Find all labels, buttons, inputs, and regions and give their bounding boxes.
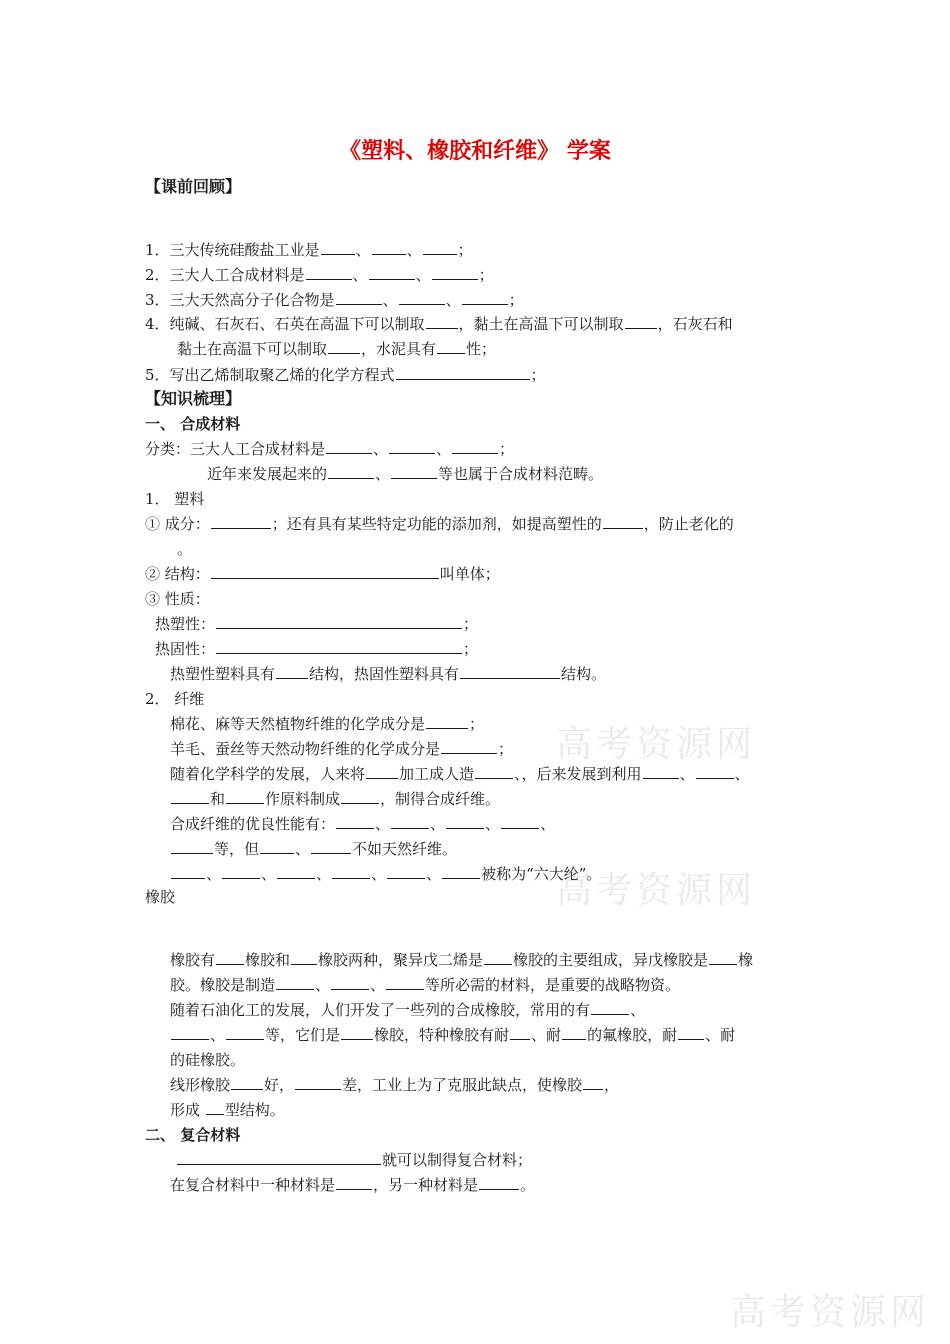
- rubber-line-6: 线形橡胶 好， 差，工业上为了克服此缺点，使橡胶 ，: [170, 1076, 620, 1094]
- review-line-4b: 黏土在高温下可以制取 ，水泥具有 性；: [177, 340, 497, 358]
- watermark: 高考资源网: [556, 870, 757, 911]
- fiber-line-4: 和 作原料制成 ，制得合成纤维。: [170, 788, 500, 810]
- fiber-line-3: 随着化学科学的发展，人来将 加工成人造 、，后来发展到利用 、 、: [170, 765, 750, 783]
- composite-line-2: 在复合材料中一种材料是 ，另一种材料是 。: [170, 1176, 536, 1194]
- plastics-structure: ② 结构： 叫单体；: [145, 565, 500, 583]
- page-title: 《塑料、橡胶和纤维》 学案: [339, 139, 611, 164]
- review-line-2: 2．三大人工合成材料是 、 、 ；: [145, 266, 494, 284]
- review-line-4: 4．纯碱、石灰石、石英在高温下可以制取 ，黏土在高温下可以制取 ，石灰石和: [145, 315, 733, 333]
- rubber-line-5: 的硅橡胶。: [170, 1051, 246, 1069]
- plastics-heading: 1． 塑料: [145, 490, 205, 508]
- classify-line: 分类：三大人工合成材料是 、 、 ；: [145, 440, 515, 458]
- plastics-structure-compare: 热塑性塑料具有 结构，热固性塑料具有 结构。: [170, 665, 607, 683]
- composite-line-1: 就可以制得复合材料；: [176, 1149, 532, 1171]
- watermark: 高考资源网: [556, 724, 757, 765]
- review-line-1: 1．三大传统硅酸盐工业是 、 、 ；: [145, 241, 473, 259]
- rubber-line-1: 橡胶有 橡胶和 橡胶两种，聚异戊二烯是 橡胶的主要组成，异戊橡胶是 橡: [170, 951, 754, 969]
- plastics-composition-end: 。: [177, 540, 193, 558]
- thermoplastic-line: 热塑性： ；: [155, 615, 479, 633]
- subsection-synthetic-materials: 一、 合成材料: [145, 415, 241, 433]
- fiber-line-5: 合成纤维的优良性能有： 、 、 、 、: [170, 815, 556, 833]
- review-line-5: 5．写出乙烯制取聚乙烯的化学方程式 ；: [145, 366, 546, 384]
- fiber-line-2: 羊毛、蚕丝等天然动物纤维的化学成分是 ；: [170, 740, 514, 758]
- fiber-line-6: 等，但 、 不如天然纤维。: [170, 838, 457, 860]
- plastics-composition: ① 成分： ；还有具有某些特定功能的添加剂，如提高塑性的 ，防止老化的: [145, 515, 734, 533]
- rubber-line-3: 随着石油化工的发展，人们开发了一些列的合成橡胶，常用的有 、: [170, 1001, 646, 1019]
- rubber-heading: 橡胶: [145, 888, 176, 906]
- review-line-3: 3．三大天然高分子化合物是 、 、 ；: [145, 291, 524, 309]
- subsection-composite-materials: 二、 复合材料: [145, 1126, 241, 1144]
- rubber-line-4: 、 等，它们是 橡胶，特种橡胶有耐 、耐 的氟橡胶，耐 、耐: [170, 1024, 735, 1046]
- rubber-line-7: 形成 型结构。: [170, 1101, 285, 1119]
- section-heading-knowledge: 【知识梳理】: [145, 389, 242, 408]
- fiber-line-7: 、 、 、 、 、 被称为“六大纶”。: [170, 863, 601, 885]
- rubber-line-2: 胶。橡胶是制造 、 、 等所必需的材料，是重要的战略物资。: [170, 976, 681, 994]
- fiber-line-1: 棉花、麻等天然植物纤维的化学成分是 ；: [170, 715, 485, 733]
- plastics-properties: ③ 性质：: [145, 590, 210, 608]
- classify-line-2: 近年来发展起来的 、 等也属于合成材料范畴。: [207, 465, 604, 483]
- watermark: 高考资源网: [730, 1292, 931, 1333]
- fiber-heading: 2． 纤维: [145, 690, 205, 708]
- section-heading-review: 【课前回顾】: [145, 177, 242, 196]
- thermoset-line: 热固性： ；: [155, 640, 479, 658]
